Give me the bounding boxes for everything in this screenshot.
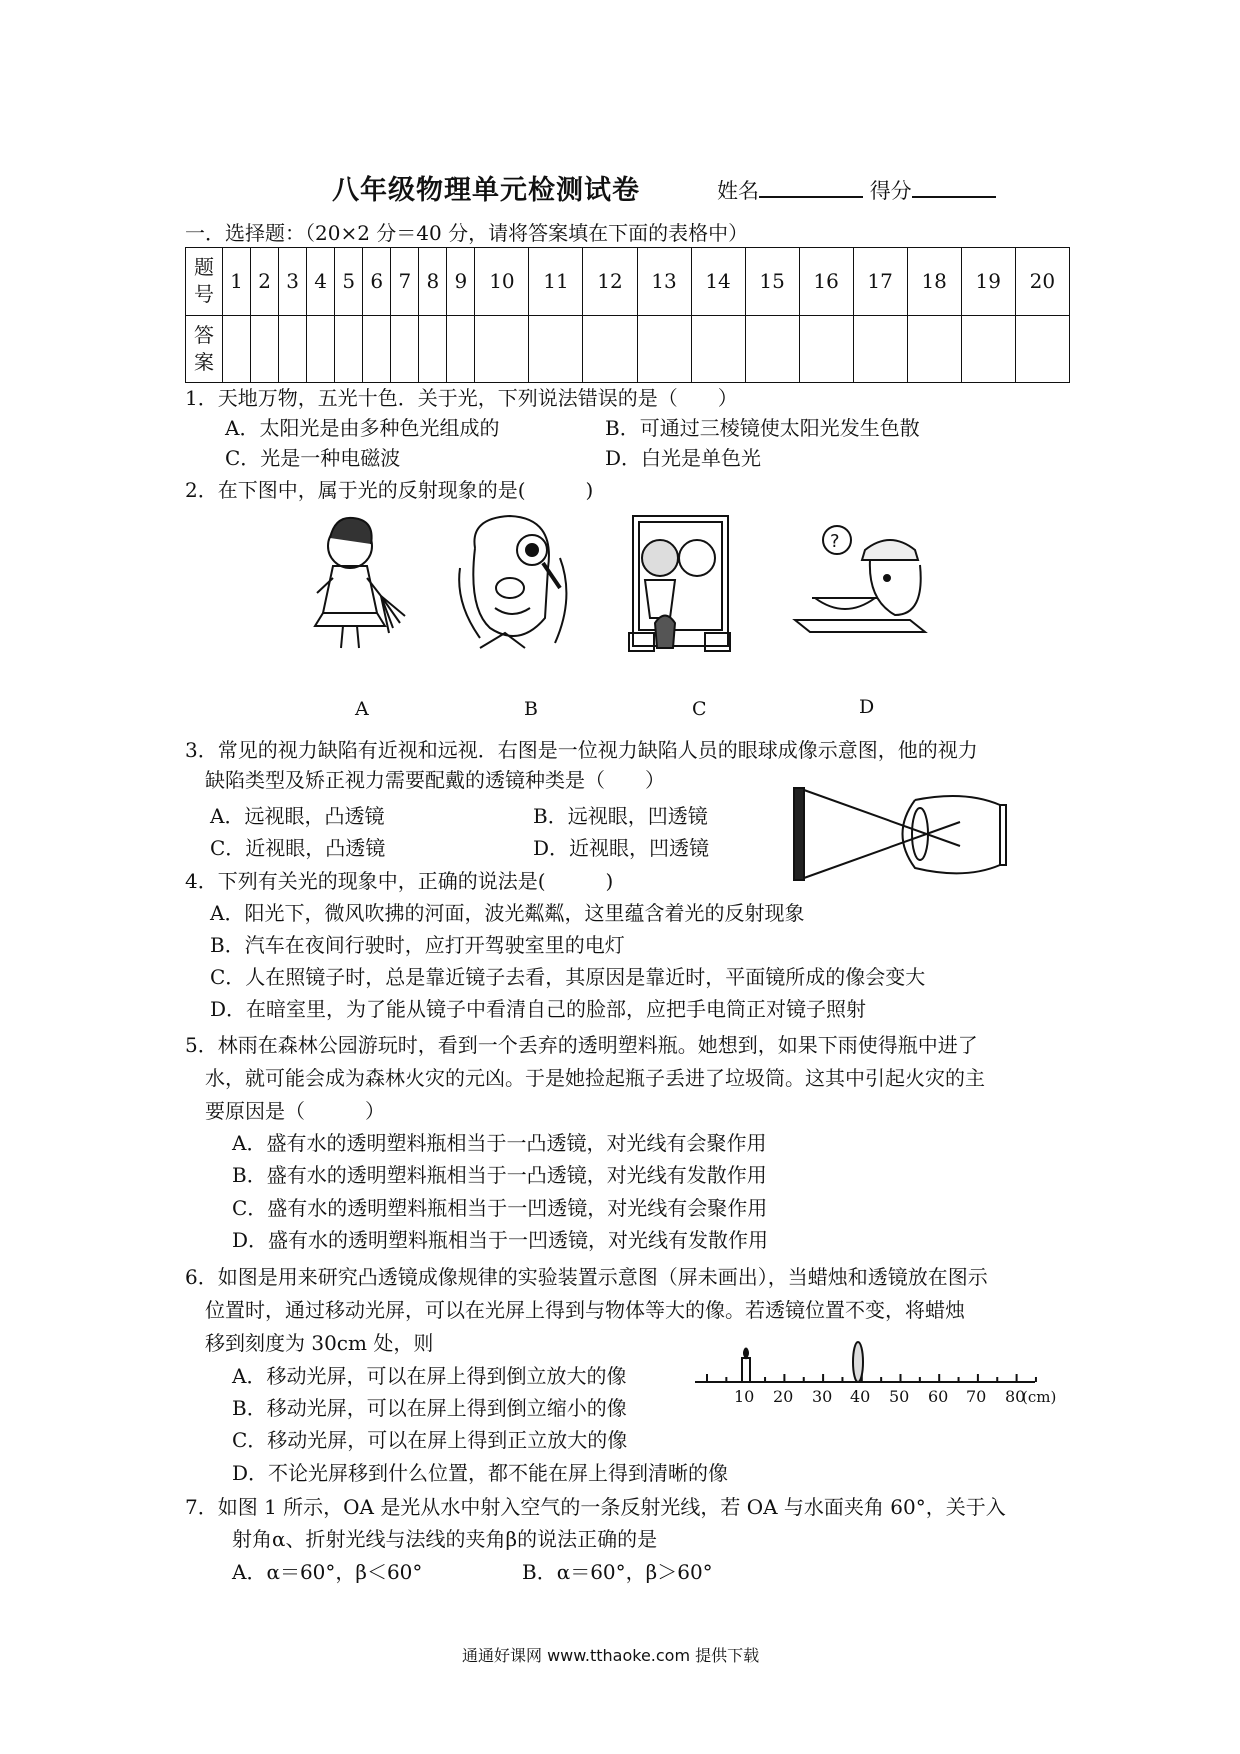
q7-option-b: B．α＝60°，β＞60°: [522, 1560, 713, 1584]
table-row-answers: [186, 315, 1070, 383]
answer-cell[interactable]: [251, 315, 279, 383]
name-blank[interactable]: [759, 172, 863, 198]
answer-cell[interactable]: [447, 315, 475, 383]
answer-cell[interactable]: [363, 315, 391, 383]
q5-stem-line1: 5．林雨在森林公园游玩时，看到一个丢弃的透明塑料瓶。她想到，如果下雨使得瓶中进了: [185, 1033, 978, 1057]
table-row-numbers: [186, 248, 1070, 316]
picture-a-girl-with-hose: [295, 508, 415, 658]
table-cell: 7: [391, 248, 419, 316]
scale-unit: (cm): [1022, 1388, 1057, 1406]
optical-bench-diagram: [690, 1340, 1070, 1410]
q5-option-a: A．盛有水的透明塑料瓶相当于一凸透镜，对光线有会聚作用: [232, 1131, 767, 1155]
answer-cell[interactable]: [279, 315, 307, 383]
q1-option-a: A．太阳光是由多种色光组成的: [225, 416, 500, 440]
picture-b-man-with-magnifier: [450, 508, 580, 658]
q5-option-d: D．盛有水的透明塑料瓶相当于一凹透镜，对光线有发散作用: [232, 1228, 769, 1252]
answer-cell[interactable]: [391, 315, 419, 383]
table-cell: 13: [637, 248, 691, 316]
row-label-answer: 答 案: [186, 315, 223, 383]
answer-cell[interactable]: [907, 315, 961, 383]
q4-option-a: A．阳光下，微风吹拂的河面，波光粼粼，这里蕴含着光的反射现象: [210, 901, 805, 925]
picture-label-b: B: [524, 698, 538, 720]
eye-imaging-diagram: [790, 780, 1020, 890]
footer-source: 通通好课网 www.tthaoke.com 提供下载: [462, 1646, 760, 1665]
table-cell: 10: [475, 248, 529, 316]
table-cell: 2: [251, 248, 279, 316]
section-heading: 一．选择题：（20×2 分＝40 分，请将答案填在下面的表格中）: [185, 221, 749, 245]
answer-cell[interactable]: [529, 315, 583, 383]
answer-cell[interactable]: [853, 315, 907, 383]
answer-cell[interactable]: [583, 315, 637, 383]
picture-c-girl-at-mirror: [625, 508, 735, 658]
q6-stem-line3: 移到刻度为 30cm 处，则: [205, 1331, 434, 1355]
answer-table: [185, 247, 1070, 383]
picture-label-d: D: [859, 696, 875, 718]
q3-option-a: A．远视眼，凸透镜: [210, 804, 385, 828]
table-cell: 12: [583, 248, 637, 316]
table-cell: 18: [907, 248, 961, 316]
q1-option-b: B．可通过三棱镜使太阳光发生色散: [605, 416, 920, 440]
q1-option-c: C．光是一种电磁波: [225, 446, 401, 470]
q6-option-d: D．不论光屏移到什么位置，都不能在屏上得到清晰的像: [232, 1461, 729, 1485]
q3-stem-line2: 缺陷类型及矫正视力需要配戴的透镜种类是（ ）: [205, 768, 665, 792]
answer-cell[interactable]: [637, 315, 691, 383]
table-cell: 17: [853, 248, 907, 316]
q4-stem: 4．下列有关光的现象中，正确的说法是( ): [185, 869, 614, 893]
table-cell: 9: [447, 248, 475, 316]
table-cell: 15: [745, 248, 799, 316]
q6-option-a: A．移动光屏，可以在屏上得到倒立放大的像: [232, 1364, 627, 1388]
table-cell: 5: [335, 248, 363, 316]
scale-tick-label: 60: [928, 1387, 949, 1406]
scale-tick-label: 50: [889, 1387, 910, 1406]
q6-option-b: B．移动光屏，可以在屏上得到倒立缩小的像: [232, 1396, 627, 1420]
q6-stem-line2: 位置时，通过移动光屏，可以在光屏上得到与物体等大的像。若透镜位置不变，将蜡烛: [205, 1298, 965, 1322]
answer-cell[interactable]: [1015, 315, 1069, 383]
answer-cell[interactable]: [691, 315, 745, 383]
q3-stem-line1: 3．常见的视力缺陷有近视和远视．右图是一位视力缺陷人员的眼球成像示意图，他的视力: [185, 738, 978, 762]
name-field[interactable]: [717, 172, 996, 206]
q1-option-d: D．白光是单色光: [605, 446, 762, 470]
answer-cell[interactable]: [961, 315, 1015, 383]
picture-d-boy-looking-into-bowl: [790, 520, 940, 650]
answer-cell[interactable]: [419, 315, 447, 383]
table-cell: 8: [419, 248, 447, 316]
q4-option-d: D．在暗室里，为了能从镜子中看清自己的脸部，应把手电筒正对镜子照射: [210, 997, 867, 1021]
table-cell: 3: [279, 248, 307, 316]
page-title: 八年级物理单元检测试卷: [332, 175, 640, 206]
table-cell: 11: [529, 248, 583, 316]
q3-option-d: D．近视眼，凹透镜: [533, 836, 710, 860]
answer-cell[interactable]: [799, 315, 853, 383]
table-cell: 19: [961, 248, 1015, 316]
table-cell: 20: [1015, 248, 1069, 316]
table-cell: 4: [307, 248, 335, 316]
scale-tick-label: 70: [966, 1387, 987, 1406]
table-cell: 1: [223, 248, 251, 316]
q7-option-a: A．α＝60°，β＜60°: [232, 1560, 423, 1584]
row-label-number: 题 号: [186, 248, 223, 316]
scale-tick-label: 30: [812, 1387, 833, 1406]
picture-label-c: C: [692, 698, 707, 720]
q5-stem-line2: 水，就可能会成为森林火灾的元凶。于是她捡起瓶子丢进了垃圾筒。这其中引起火灾的主: [205, 1066, 985, 1090]
answer-cell[interactable]: [745, 315, 799, 383]
table-cell: 14: [691, 248, 745, 316]
answer-cell[interactable]: [307, 315, 335, 383]
scale-tick-label: 10: [734, 1387, 755, 1406]
q1-stem: 1．天地万物，五光十色．关于光，下列说法错误的是（ ）: [185, 386, 738, 410]
q6-stem-line1: 6．如图是用来研究凸透镜成像规律的实验装置示意图（屏未画出），当蜡烛和透镜放在图示: [185, 1265, 988, 1289]
q6-option-c: C．移动光屏，可以在屏上得到正立放大的像: [232, 1428, 628, 1452]
score-blank[interactable]: [912, 172, 996, 198]
q4-option-b: B．汽车在夜间行驶时，应打开驾驶室里的电灯: [210, 933, 625, 957]
scale-tick-label: 40: [850, 1387, 871, 1406]
answer-cell[interactable]: [475, 315, 529, 383]
q4-option-c: C．人在照镜子时，总是靠近镜子去看，其原因是靠近时，平面镜所成的像会变大: [210, 965, 926, 989]
picture-label-a: A: [355, 698, 369, 720]
table-cell: 16: [799, 248, 853, 316]
answer-cell[interactable]: [223, 315, 251, 383]
q3-option-b: B．远视眼，凹透镜: [533, 804, 708, 828]
q5-stem-line3: 要原因是（ ）: [205, 1099, 385, 1123]
scale-tick-label: 80: [1005, 1387, 1026, 1406]
scale-tick-label: 20: [773, 1387, 794, 1406]
q5-option-b: B．盛有水的透明塑料瓶相当于一凸透镜，对光线有发散作用: [232, 1163, 767, 1187]
q7-stem-line2: 射角α、折射光线与法线的夹角β的说法正确的是: [232, 1527, 658, 1551]
q7-stem-line1: 7．如图 1 所示，OA 是光从水中射入空气的一条反射光线，若 OA 与水面夹角 60°，关于入: [185, 1495, 1006, 1519]
score-label: 得分: [869, 179, 912, 203]
q3-option-c: C．近视眼，凸透镜: [210, 836, 386, 860]
answer-cell[interactable]: [335, 315, 363, 383]
svg-text:?: ?: [830, 531, 840, 552]
q2-stem: 2．在下图中，属于光的反射现象的是( ): [185, 478, 594, 502]
q5-option-c: C．盛有水的透明塑料瓶相当于一凹透镜，对光线有会聚作用: [232, 1196, 768, 1220]
name-label: 姓名: [717, 179, 759, 203]
table-cell: 6: [363, 248, 391, 316]
